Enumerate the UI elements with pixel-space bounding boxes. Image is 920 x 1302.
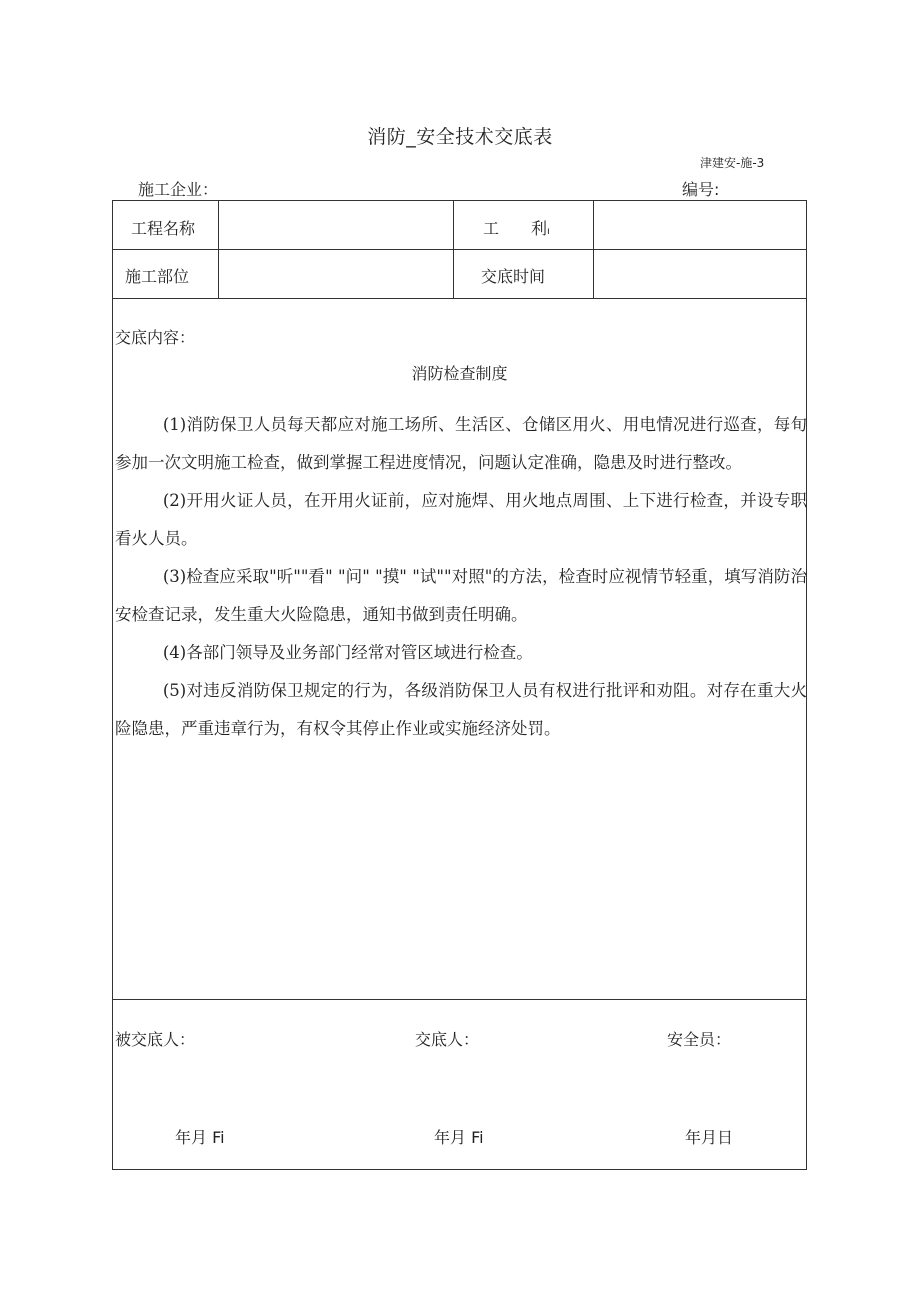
work-type-label-text: 工 利 xyxy=(483,219,548,238)
presenter-date: 年月 Fi xyxy=(434,1128,484,1147)
work-type-mark: ı xyxy=(547,226,550,237)
work-type-label xyxy=(483,216,550,239)
content-label: 交底内容： xyxy=(115,328,196,347)
row-divider xyxy=(113,298,806,299)
paragraph-5: (5)对违反消防保卫规定的行为，各级消防保卫人员有权进行批评和劝阻。对存在重大火险隐患，严重违章行为，有权令其停止作业或实施经济处罚。 xyxy=(115,681,807,738)
content-body xyxy=(115,406,807,748)
paragraph-2: (2)开用火证人员，在开用火证前，应对施焊、用火地点周围、上下进行检查，并设专职看火人员。 xyxy=(115,491,807,548)
safety-officer-date: 年月日 xyxy=(685,1128,734,1147)
column-divider xyxy=(453,201,454,299)
paragraph-1: (1)消防保卫人员每天都应对施工场所、生活区、仓储区用火、用电情况进行巡查，每旬参加一次文明施工检查，做到掌握工程进度情况，问题认定准确，隐患及时进行整改。 xyxy=(115,415,807,472)
column-divider xyxy=(593,201,594,299)
serial-number-label: 编号: xyxy=(682,180,720,199)
recipient-signature-label: 被交底人： xyxy=(115,1030,196,1049)
safety-officer-signature-label: 安全员： xyxy=(667,1030,732,1049)
project-name-label: 工程名称 xyxy=(131,219,196,238)
content-heading: 消防检查制度 xyxy=(411,364,508,383)
form-code: 津建安-施-3 xyxy=(700,156,765,170)
construction-location-label: 施工部位 xyxy=(125,267,190,286)
recipient-date: 年月 Fi xyxy=(175,1128,225,1147)
document-title: 消防_安全技术交底表 xyxy=(367,126,553,148)
column-divider xyxy=(218,201,219,299)
briefing-time-label: 交底时间 xyxy=(481,267,546,286)
paragraph-3: (3)检查应采取"听""看" "问" "摸" "试""对照"的方法，检查时应视情节轻重，填写消防治安检查记录，发生重大火险隐患，通知书做到责任明确。 xyxy=(115,567,807,624)
briefing-form-table xyxy=(112,200,807,1170)
presenter-signature-label: 交底人： xyxy=(415,1030,480,1049)
row-divider xyxy=(113,249,806,250)
paragraph-4: (4)各部门领导及业务部门经常对管区域进行检查。 xyxy=(162,643,533,662)
enterprise-label: 施工企业： xyxy=(138,180,219,199)
row-divider xyxy=(113,999,806,1000)
